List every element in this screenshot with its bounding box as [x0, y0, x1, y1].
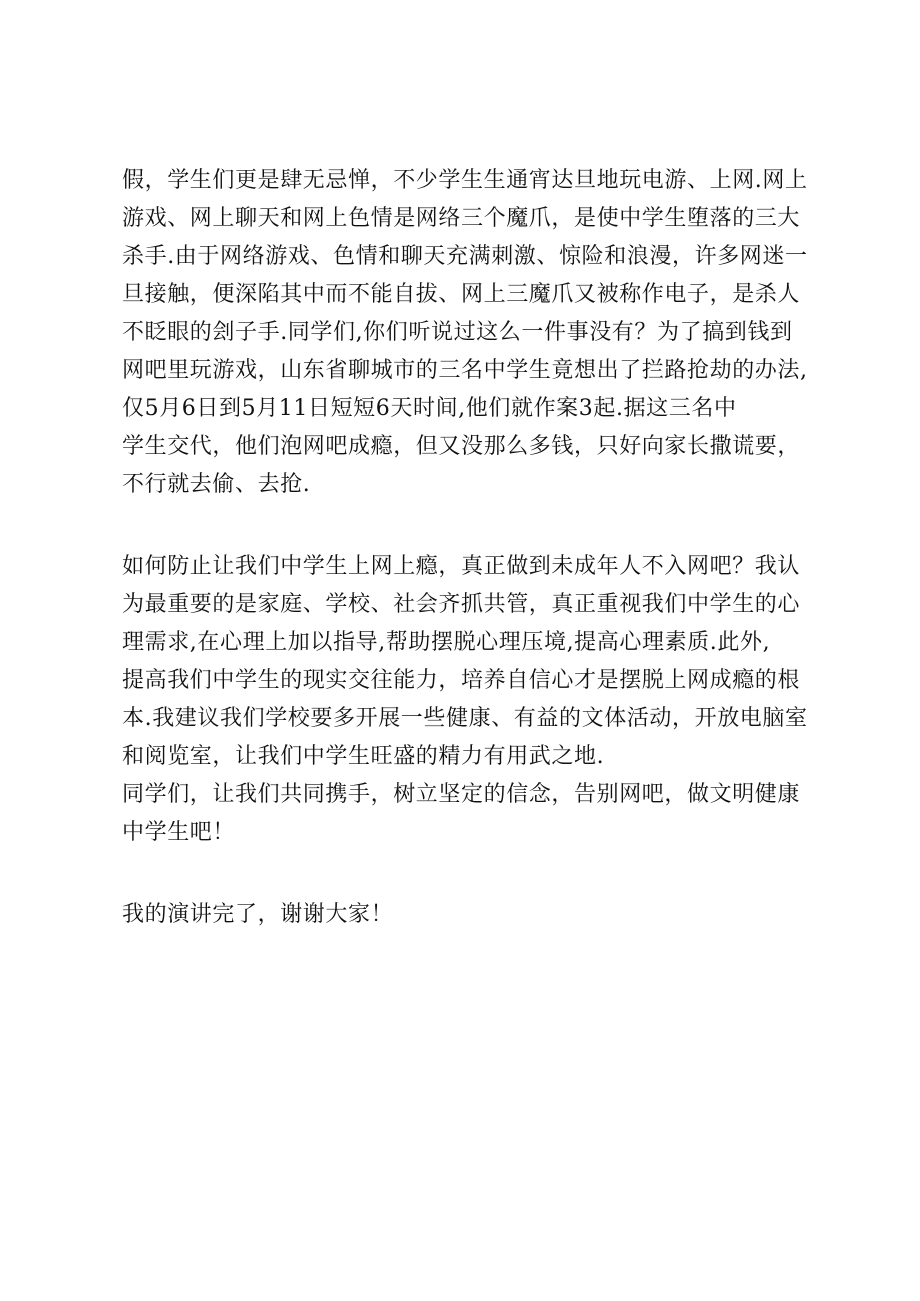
- text-line: 本.我建议我们学校要多开展一些健康、有益的文体活动，开放电脑室: [122, 706, 808, 731]
- text-line: 理需求,在心理上加以指导,帮助摆脱心理压境,提高心理素质.此外,: [122, 630, 771, 655]
- text-line: 中学生吧！: [122, 820, 236, 845]
- text-line: 和阅览室，让我们中学生旺盛的精力有用武之地.: [122, 744, 605, 769]
- text-line: 不眨眼的刽子手.同学们,你们听说过这么一件事没有？为了搞到钱到: [122, 320, 793, 345]
- text-line: 同学们，让我们共同携手，树立坚定的信念，告别网吧，做文明健康: [122, 782, 801, 807]
- text-line: 提高我们中学生的现实交往能力，培养自信心才是摆脱上网成瘾的根: [122, 668, 801, 693]
- text-line: 网吧里玩游戏，山东省聊城市的三名中学生竟想出了拦路抢劫的办法,: [122, 358, 808, 383]
- text-line: 不行就去偷、去抢.: [122, 472, 311, 497]
- text-line: 游戏、网上聊天和网上色情是网络三个魔爪，是使中学生堕落的三大: [122, 206, 801, 231]
- text-line: 假，学生们更是肆无忌惮，不少学生生通宵达旦地玩电游、上网.网上: [122, 168, 808, 193]
- text-line: 仅5月6日到5月11日短短6天时间,他们就作案3起.据这三名中: [122, 396, 737, 421]
- text-line: 旦接触，便深陷其中而不能自拔、网上三魔爪又被称作电子，是杀人: [122, 282, 801, 307]
- text-line: 为最重要的是家庭、学校、社会齐抓共管，真正重视我们中学生的心: [122, 592, 801, 617]
- text-line: 学生交代，他们泡网吧成瘾，但又没那么多钱，只好向家长撒谎要，: [122, 434, 801, 459]
- text-line: 杀手.由于网络游戏、色情和聊天充满刺激、惊险和浪漫，许多网迷一: [122, 244, 808, 269]
- text-line: 如何防止让我们中学生上网上瘾，真正做到未成年人不入网吧？我认: [122, 554, 801, 579]
- closing-line: 我的演讲完了，谢谢大家！: [122, 902, 394, 927]
